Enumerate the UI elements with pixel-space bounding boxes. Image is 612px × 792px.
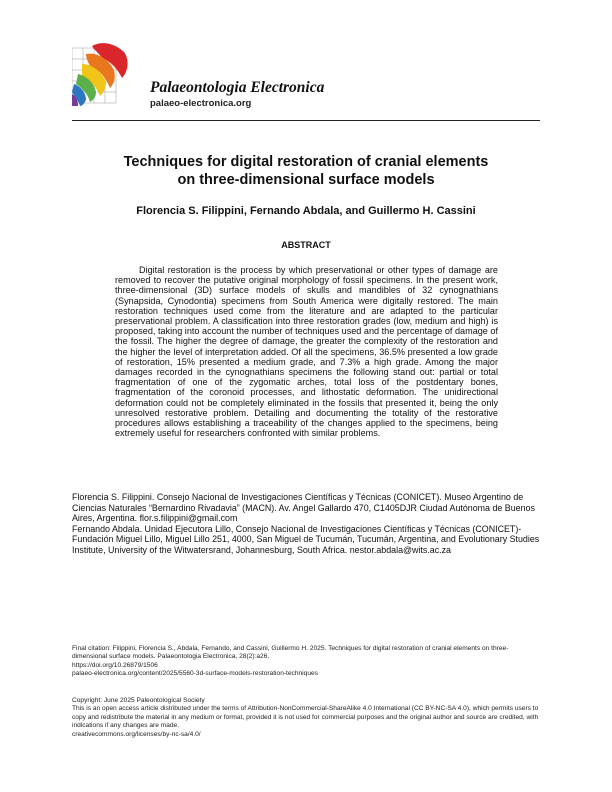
citation-block — [72, 645, 542, 679]
license-text: This is an open access article distributed under the terms of Attribution-NonCommercial-ShareAlike 4.0 International (CC BY-NC-SA 4.0), which permits users to copy and redistribute the material in any medium or format, provided it is not used for commercial purposes and the original author and source are credited, with indications if any changes are made. — [72, 705, 539, 730]
journal-url[interactable]: palaeo-electronica.org — [150, 98, 252, 109]
abstract-text: Digital restoration is the process by which preservational or other types of damage are removed to recover the putative original morphology of fossil specimens. In the present work, three-dimensional (3D) surface models of skulls and mandibles of 32 cynognathians (Synapsida, Cynodontia) specimens from South America were digitally restored. The main restoration techniques used come from the literature and are adapted to the particular preservational problem. A classification into three restoration grades (low, medium and high) is proposed, taking into account the number of techniques used and the percentage of damage of the fossil. The higher the degree of damage, the greater the complexity of the restoration and the higher the level of interpretation added. Of all the specimens, 36.5% presented a low grade of restoration, 15% presented a medium grade, and 7.3% a high grade. Among the major damages recorded in the cynognathians specimens the following stand out: partial or total fragmentation of one of the zygomatic arches, total loss of the postdentary bones, fragmentation of the coronoid processes, and lithostatic deformation. The unidirectional deformation could not be completely eliminated in the fossils that presented it, being the only unresolved restorative problem. Detailing and documenting the totality of the restorative procedures allows establishing a traceability of the changes applied to the specimens, being extremely useful for researchers confronted with similar problems. — [115, 265, 498, 439]
article-authors: Florencia S. Filippini, Fernando Abdala, and Guillermo H. Cassini — [136, 205, 476, 217]
citation-text: Final citation: Filippini, Florencia S., Abdala, Fernando, and Cassini, Guillermo H. 2025. Techniques for digital restoration of cranial elements on three-dimensional surface models. Palaeontologia Electronica, 28(2):a26. — [72, 645, 509, 661]
article-title-line-2: on three-dimensional surface models — [177, 172, 435, 188]
copyright-line: Copyright: June 2025 Paleontological Society — [72, 697, 205, 704]
abstract-heading: ABSTRACT — [281, 240, 331, 250]
journal-logo-icon — [72, 42, 132, 108]
copyright-block — [72, 697, 542, 739]
affiliation-filippini: Florencia S. Filippini. Consejo Nacional de Investigaciones Científicas y Técnicas (CONICET). Museo Argentino de Ciencias Naturales “Bernardino Rivadavia” (MACN). Av. Angel Gallardo 470, C1405DJR Ciudad Autónoma de Buenos Aires, Argentina. flor.s.filippini@gmail.com — [72, 492, 535, 524]
affiliation-abdala: Fernando Abdala. Unidad Ejecutora Lillo, Consejo Nacional de Investigaciones Científicas y Técnicas (CONICET)-Fundación Miguel Lillo, Miguel Lillo 251, 4000, San Miguel de Tucumán, Tucumán, Argentina, and Evolutionary Studies Institute, University of the Witwatersrand, Johannesburg, South Africa. nestor.abdala@wits.ac.za — [72, 523, 540, 555]
article-title-line-1: Techniques for digital restoration of cranial elements — [123, 154, 489, 170]
article-title — [72, 153, 540, 189]
license-url[interactable]: creativecommons.org/licenses/by-nc-sa/4.0/ — [72, 730, 201, 738]
journal-title: Palaeontologia Electronica — [150, 79, 325, 96]
citation-url[interactable]: palaeo-electronica.org/content/2025/5560-3d-surface-models-restoration-techniques — [72, 670, 318, 678]
citation-doi[interactable]: https://doi.org/10.26879/1506 — [72, 661, 158, 669]
author-affiliations — [72, 492, 542, 556]
header-divider — [72, 120, 540, 121]
